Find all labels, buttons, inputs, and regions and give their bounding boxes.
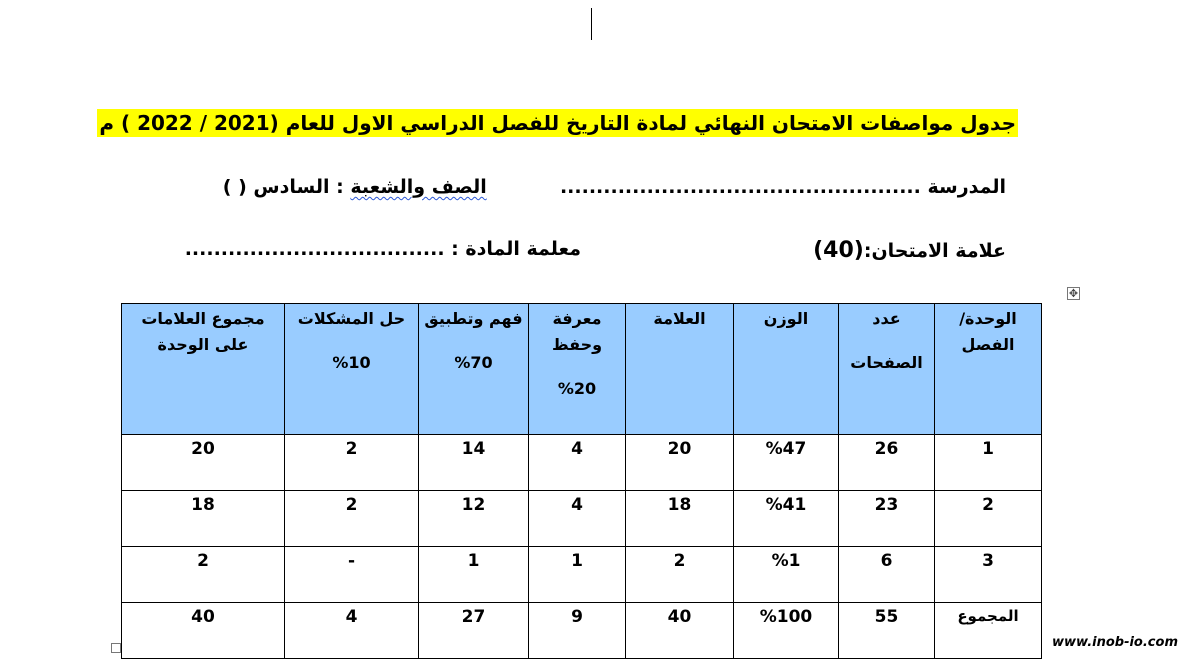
table-cell: %100 — [734, 603, 839, 659]
table-resize-handle-icon[interactable] — [111, 643, 121, 653]
header-problem-solving: حل المشكلات %10 — [285, 304, 419, 435]
table-cell: 3 — [935, 547, 1042, 603]
table-row — [122, 547, 1042, 603]
teacher-label: معلمة المادة : — [451, 238, 581, 260]
page-title: جدول مواصفات الامتحان النهائي لمادة التاريخ للفصل الدراسي الاول للعام (2021 / 2022 ) م — [99, 111, 1016, 135]
table-cell: 2 — [935, 491, 1042, 547]
table-cell: 18 — [626, 491, 734, 547]
table-cell: 20 — [626, 435, 734, 491]
header-knowledge: معرفة وحفظ %20 — [529, 304, 626, 435]
table-move-handle-icon[interactable]: ✥ — [1068, 287, 1079, 300]
table-cell: 40 — [626, 603, 734, 659]
table-cell: 27 — [419, 603, 529, 659]
header-unit: الوحدة/ الفصل — [935, 304, 1042, 435]
table-cell: 9 — [529, 603, 626, 659]
watermark: www.inob-io.com — [1052, 635, 1178, 650]
class-label: الصف والشعبة — [350, 176, 487, 198]
table-cell: %47 — [734, 435, 839, 491]
table-cell: 6 — [839, 547, 935, 603]
table-cell: المجموع — [935, 603, 1042, 659]
mark-label: علامة الامتحان: — [863, 240, 1006, 262]
table-row — [122, 435, 1042, 491]
table-cell: 55 — [839, 603, 935, 659]
table-cell: 4 — [529, 491, 626, 547]
table-cell: %1 — [734, 547, 839, 603]
specifications-table — [121, 303, 1042, 659]
header-pages: عدد الصفحات — [839, 304, 935, 435]
table-cell: 23 — [839, 491, 935, 547]
text-cursor — [591, 8, 592, 40]
table-header-row — [122, 304, 1042, 435]
table-cell: 26 — [839, 435, 935, 491]
class-value: : السادس ( ) — [222, 176, 344, 198]
school-line — [223, 176, 1006, 198]
table-cell: 1 — [419, 547, 529, 603]
header-mark: العلامة — [626, 304, 734, 435]
header-weight: الوزن — [734, 304, 839, 435]
table-cell: 18 — [122, 491, 285, 547]
table-cell: 40 — [122, 603, 285, 659]
table-cell: 2 — [122, 547, 285, 603]
table-cell: %41 — [734, 491, 839, 547]
teacher-dots: .................................... — [184, 238, 445, 260]
table-cell: 4 — [529, 435, 626, 491]
table-cell: - — [285, 547, 419, 603]
school-label: المدرسة — [927, 176, 1006, 198]
table-total-row — [122, 603, 1042, 659]
table-cell: 12 — [419, 491, 529, 547]
teacher-line — [185, 238, 581, 260]
table-cell: 20 — [122, 435, 285, 491]
table-cell: 2 — [626, 547, 734, 603]
table-cell: 1 — [529, 547, 626, 603]
header-total-marks: مجموع العلامات على الوحدة — [122, 304, 285, 435]
table-row — [122, 491, 1042, 547]
mark-line — [813, 238, 1006, 263]
table-cell: 2 — [285, 435, 419, 491]
table-cell: 2 — [285, 491, 419, 547]
school-dots: .................................................. — [559, 176, 921, 198]
mark-value: (40) — [813, 238, 864, 263]
header-understanding: فهم وتطبيق %70 — [419, 304, 529, 435]
table-cell: 1 — [935, 435, 1042, 491]
table-cell: 14 — [419, 435, 529, 491]
table-cell: 4 — [285, 603, 419, 659]
